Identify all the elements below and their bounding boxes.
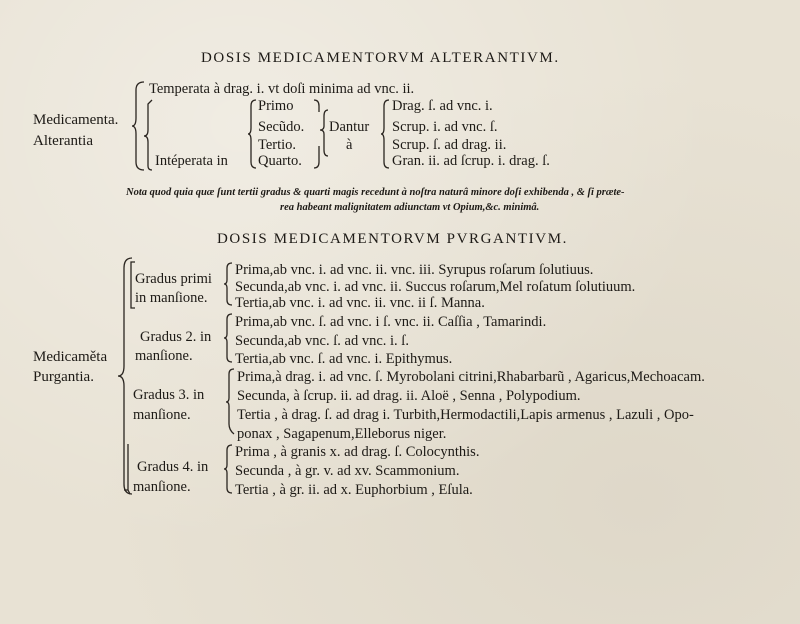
grade1-label-2: in manſione. xyxy=(135,290,208,306)
grade1-line-3: Tertia,ab vnc. i. ad vnc. ii. vnc. ii ſ. Manna. xyxy=(235,295,485,311)
grade2-line-3: Tertia,ab vnc. ſ. ad vnc. i. Epithymus. xyxy=(235,351,453,367)
dantur-text: Dantur xyxy=(329,119,370,135)
grade4-label-2: manſione. xyxy=(133,479,191,495)
dantur-brace xyxy=(320,110,330,160)
grade2-line-1: Prima,ab vnc. ſ. ad vnc. i ſ. vnc. ii. Caſſia , Tamarindi. xyxy=(235,314,547,330)
grade3-label-1: Gradus 3. in xyxy=(133,387,205,403)
intemperata-text: Intéperata in xyxy=(155,153,228,169)
grade4-outer-brace xyxy=(124,444,132,494)
degree-quarto: Quarto. xyxy=(258,153,302,169)
dose-4: Gran. ii. ad ſcrup. i. drag. ſ. xyxy=(392,153,550,169)
dose-2: Scrup. i. ad vnc. ſ. xyxy=(392,119,498,135)
grade1-brace xyxy=(224,262,234,306)
dose-1: Drag. ſ. ad vnc. i. xyxy=(392,98,493,114)
degree-secundo: Secũdo. xyxy=(258,119,305,135)
grade4-line-2: Secunda , à gr. v. ad xv. Scammonium. xyxy=(235,463,460,479)
intemperata-brace xyxy=(144,100,154,172)
grade4-brace xyxy=(224,444,234,494)
grade4-line-3: Tertia , à gr. ii. ad x. Euphorbium , Eſula. xyxy=(235,482,473,498)
grade3-line-2: Secunda, à ſcrup. ii. ad drag. ii. Aloë , Senna , Polypodium. xyxy=(237,388,581,404)
grade2-label-2: manſione. xyxy=(135,348,193,364)
note-line-2: rea habeant malignitatem adiunctam vt Opium,&c. minimâ. xyxy=(280,202,540,213)
alterantia-label-line2: Alterantia xyxy=(33,133,93,149)
degree-primo: Primo xyxy=(258,98,294,114)
grade1-label-1: Gradus primi xyxy=(135,271,212,287)
grade1-line-1: Prima,ab vnc. i. ad vnc. ii. vnc. iii. Syrupus roſarum ſolutiuus. xyxy=(235,262,594,278)
a-text: à xyxy=(346,137,353,153)
grade4-label-1: Gradus 4. in xyxy=(137,459,209,475)
grade4-line-1: Prima , à granis x. ad drag. ſ. Colocynthis. xyxy=(235,444,480,460)
grade3-line-3: Tertia , à drag. ſ. ad drag i. Turbith,Hermodactili,Lapis armenus , Lazuli , Opo- xyxy=(237,407,694,423)
purgantia-label-line1: Medicaměta xyxy=(33,349,108,365)
grade2-line-2: Secunda,ab vnc. ſ. ad vnc. i. ſ. xyxy=(235,333,409,349)
doses-brace xyxy=(381,98,391,170)
purgantia-label-line2: Purgantia. xyxy=(33,369,94,385)
grade2-label-1: Gradus 2. in xyxy=(140,329,212,345)
degree-tertio: Tertio. xyxy=(258,137,297,153)
alterantium-title: DOSIS MEDICAMENTORVM ALTERANTIVM. xyxy=(201,50,560,66)
grade3-line-4: ponax , Sagapenum,Elleborus niger. xyxy=(237,426,447,442)
grade1-line-2: Secunda,ab vnc. i. ad vnc. ii. Succus roſarum,Mel roſatum ſolutiuum. xyxy=(235,279,636,295)
temperata-line: Temperata à drag. i. vt doſi minima ad vnc. ii. xyxy=(149,81,415,97)
note-line-1: Nota quod quia quæ ſunt tertii gradus & quarti magis recedunt à noſtra naturâ minore doſi exhibenda , & ſi præte- xyxy=(126,187,625,198)
dose-3: Scrup. ſ. ad drag. ii. xyxy=(392,137,507,153)
degree-left-brace xyxy=(248,98,258,170)
grade3-brace xyxy=(226,368,236,440)
grade3-line-1: Prima,à drag. i. ad vnc. ſ. Myrobolani citrini,Rhabarbarũ , Agaricus,Mechoacam. xyxy=(237,369,705,385)
grade2-brace xyxy=(224,313,234,363)
alterantia-label-line1: Medicamenta. xyxy=(33,112,119,128)
purgantium-title: DOSIS MEDICAMENTORVM PVRGANTIVM. xyxy=(217,231,568,247)
grade3-label-2: manſione. xyxy=(133,407,191,423)
